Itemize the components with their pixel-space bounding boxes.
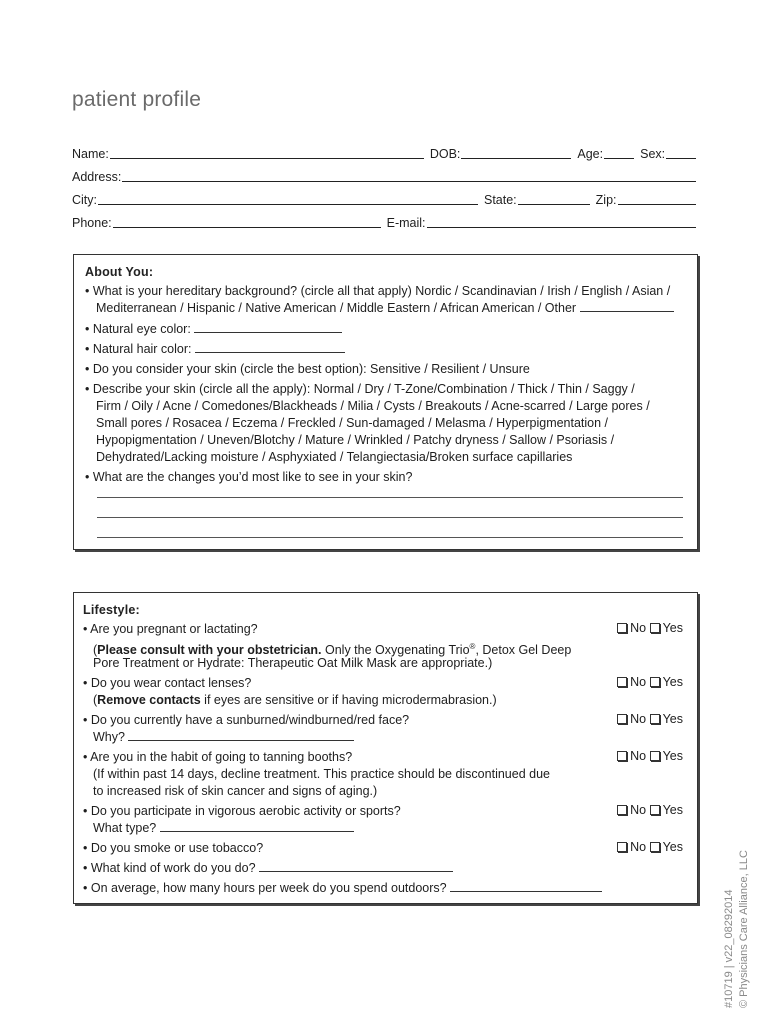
phone-row <box>72 212 696 230</box>
address-label: Address: <box>72 170 122 184</box>
state-field[interactable] <box>518 192 590 205</box>
phone-field[interactable] <box>113 215 381 228</box>
sunburn-why: Why? <box>93 729 354 746</box>
zip-label: Zip: <box>595 193 617 207</box>
skin-changes-answer-line[interactable] <box>97 517 683 518</box>
yes-checkbox[interactable] <box>650 751 660 761</box>
sunburn-question: • Do you currently have a sunburned/windburned/red face? <box>83 713 410 727</box>
age-field[interactable] <box>604 146 634 159</box>
lifestyle-section <box>73 592 698 904</box>
city-label: City: <box>72 193 97 207</box>
yes-checkbox[interactable] <box>650 805 660 815</box>
sunburn-why-field[interactable] <box>128 729 354 741</box>
eye-color-field[interactable] <box>194 321 342 333</box>
aerobic-type: What type? <box>93 820 354 837</box>
state-label: State: <box>484 193 517 207</box>
name-field[interactable] <box>110 146 424 159</box>
sex-label: Sex: <box>640 147 666 161</box>
tanning-yes-no: No Yes <box>617 749 683 763</box>
skin-description-line4: Hypopigmentation / Uneven/Blotchy / Mature / Wrinkled / Patchy dryness / Sallow / Psoriasis / <box>96 433 615 447</box>
work-field[interactable] <box>259 860 453 872</box>
hereditary-other-field[interactable] <box>580 300 674 312</box>
address-field[interactable] <box>122 169 696 182</box>
name-row <box>72 143 696 161</box>
skin-description-line3: Small pores / Rosacea / Eczema / Freckled / Sun-damaged / Melasma / Hyperpigmentation / <box>96 416 609 430</box>
about-you-section <box>73 254 698 550</box>
email-label: E-mail: <box>386 216 426 230</box>
hereditary-question-cont: Mediterranean / Hispanic / Native American / Middle Eastern / African American / Other <box>96 300 674 317</box>
yes-checkbox[interactable] <box>650 842 660 852</box>
hair-color-field[interactable] <box>195 341 345 353</box>
skin-changes-question: • What are the changes you’d most like to see in your skin? <box>85 470 413 484</box>
work-question: • What kind of work do you do? <box>83 860 453 877</box>
yes-checkbox[interactable] <box>650 623 660 633</box>
no-checkbox[interactable] <box>617 623 627 633</box>
dob-field[interactable] <box>461 146 571 159</box>
no-checkbox[interactable] <box>617 805 627 815</box>
tobacco-question: • Do you smoke or use tobacco? <box>83 841 264 855</box>
footer-vertical-text <box>722 850 752 1008</box>
skin-description-line2: Firm / Oily / Acne / Comedones/Blackheads / Milia / Cysts / Breakouts / Acne-scarred / Large pores / <box>96 399 650 413</box>
outdoors-question: • On average, how many hours per week do you spend outdoors? <box>83 880 602 897</box>
aerobic-type-field[interactable] <box>160 820 354 832</box>
sex-field[interactable] <box>666 146 696 159</box>
contacts-question: • Do you wear contact lenses? <box>83 676 252 690</box>
tanning-note: (If within past 14 days, decline treatment. This practice should be discontinued due <box>93 767 550 781</box>
contacts-note: (Remove contacts if eyes are sensitive or if having microdermabrasion.) <box>93 693 497 707</box>
zip-field[interactable] <box>618 192 696 205</box>
tobacco-yes-no: No Yes <box>617 840 683 854</box>
eye-color-question: • Natural eye color: <box>85 321 342 338</box>
aerobic-question: • Do you participate in vigorous aerobic activity or sports? <box>83 804 401 818</box>
lifestyle-heading: Lifestyle: <box>83 603 140 617</box>
copyright: © Physicians Care Alliance, LLC <box>738 850 750 1008</box>
outdoors-hours-field[interactable] <box>450 880 602 892</box>
no-checkbox[interactable] <box>617 842 627 852</box>
form-code: #10719 | v22_08292014 <box>723 889 735 1008</box>
address-row <box>72 166 696 184</box>
dob-label: DOB: <box>429 147 461 161</box>
phone-label: Phone: <box>72 216 112 230</box>
city-field[interactable] <box>98 192 478 205</box>
no-checkbox[interactable] <box>617 751 627 761</box>
hereditary-question: • What is your hereditary background? (circle all that apply) Nordic / Scandinavian / Irish / English / Asian / <box>85 284 671 298</box>
no-checkbox[interactable] <box>617 714 627 724</box>
pregnant-question: • Are you pregnant or lactating? <box>83 622 258 636</box>
pregnant-yes-no: No Yes <box>617 621 683 635</box>
tanning-note-line2: to increased risk of skin cancer and signs of aging.) <box>93 784 378 798</box>
skin-changes-answer-line[interactable] <box>97 497 683 498</box>
skin-sensitivity-question: • Do you consider your skin (circle the best option): Sensitive / Resilient / Unsure <box>85 362 530 376</box>
contacts-yes-no: No Yes <box>617 675 683 689</box>
pregnant-note: (Please consult with your obstetrician. Only the Oxygenating Trio®, Detox Gel Deep <box>93 642 572 658</box>
yes-checkbox[interactable] <box>650 677 660 687</box>
page-title: patient profile <box>72 88 202 111</box>
about-you-heading: About You: <box>85 265 154 279</box>
no-checkbox[interactable] <box>617 677 627 687</box>
email-field[interactable] <box>427 215 696 228</box>
aerobic-yes-no: No Yes <box>617 803 683 817</box>
hair-color-question: • Natural hair color: <box>85 341 345 358</box>
city-row <box>72 189 696 207</box>
tanning-question: • Are you in the habit of going to tanning booths? <box>83 750 353 764</box>
yes-checkbox[interactable] <box>650 714 660 724</box>
skin-description-question: • Describe your skin (circle all the apply): Normal / Dry / T-Zone/Combination / Thick / Thin / Saggy / <box>85 382 635 396</box>
skin-description-line5: Dehydrated/Lacking moisture / Asphyxiated / Telangiectasia/Broken surface capillaries <box>96 450 573 464</box>
skin-changes-answer-line[interactable] <box>97 537 683 538</box>
pregnant-note-line2: Pore Treatment or Hydrate: Therapeutic Oat Milk Mask are appropriate.) <box>93 656 493 670</box>
name-label: Name: <box>72 147 109 161</box>
age-label: Age: <box>577 147 604 161</box>
sunburn-yes-no: No Yes <box>617 712 683 726</box>
